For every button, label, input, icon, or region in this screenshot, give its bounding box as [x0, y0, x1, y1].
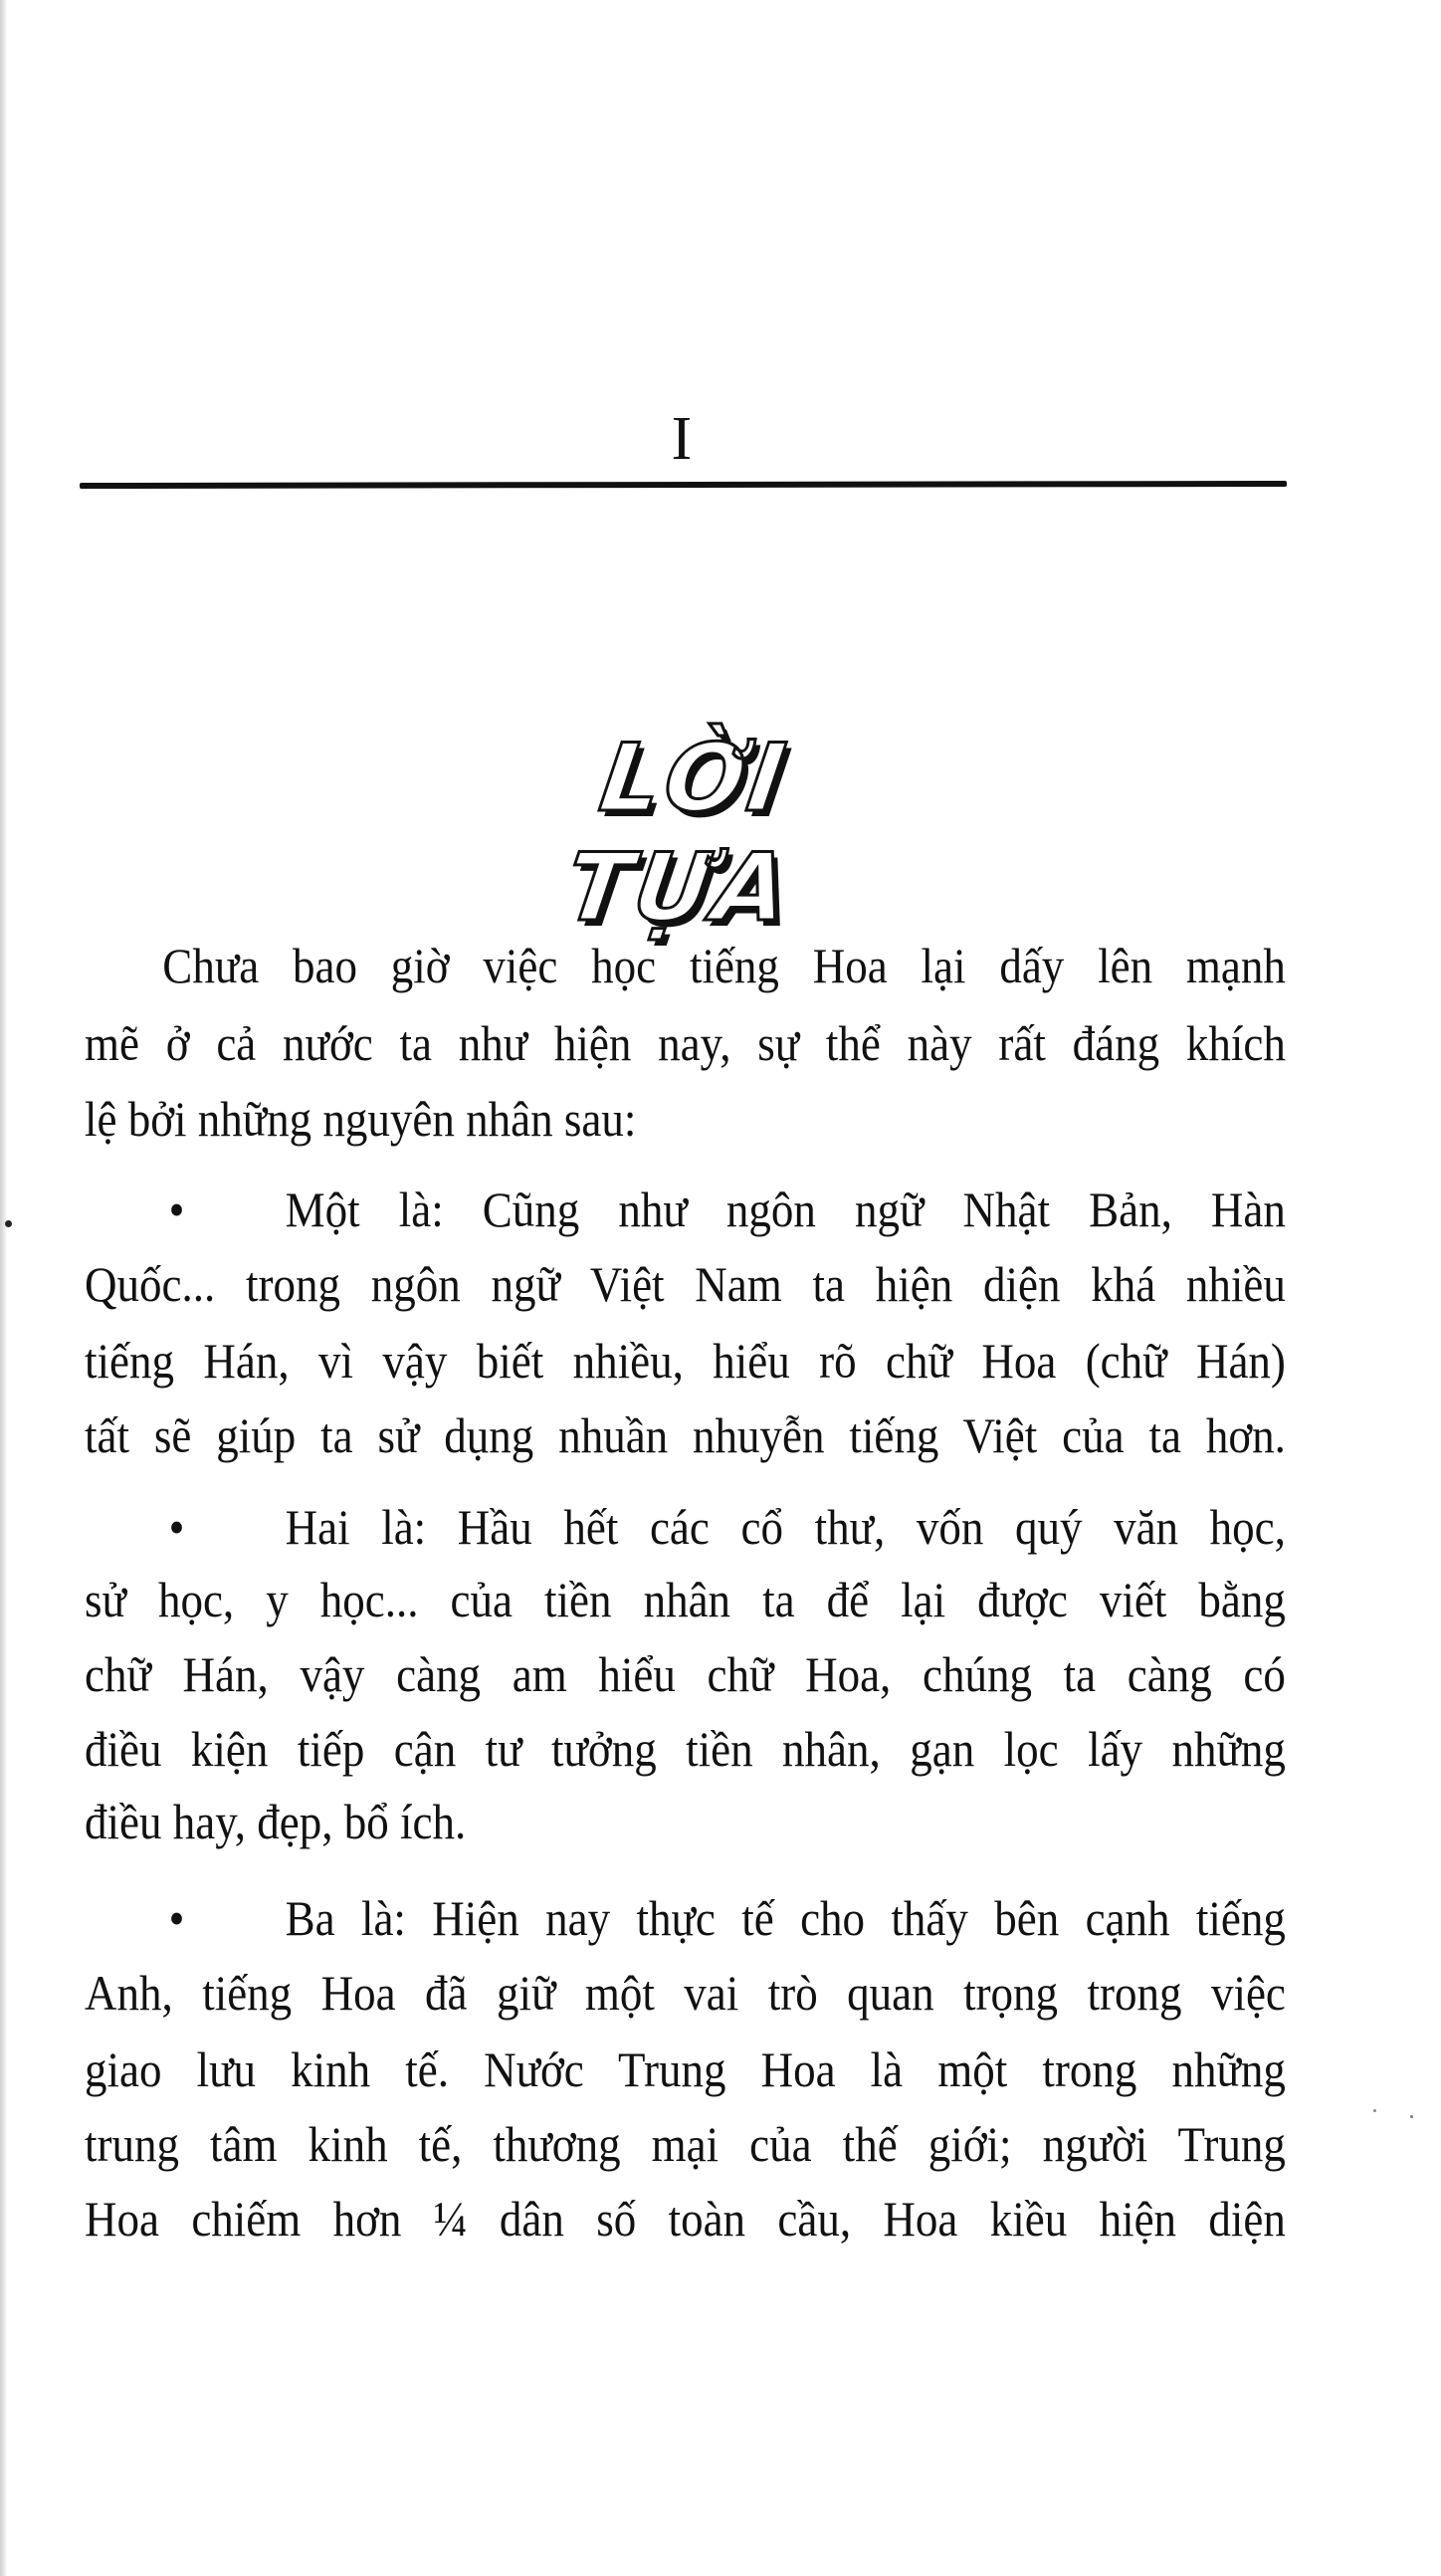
text-line: giao lưu kinh tế. Nước Trung Hoa là một trong những	[85, 2041, 1286, 2097]
text-line: mẽ ở cả nước ta như hiện nay, sự thể này rất đáng khích	[85, 1015, 1286, 1071]
text-line: Chưa bao giờ việc học tiếng Hoa lại dấy lên mạnh	[162, 938, 1286, 993]
bullet-icon: •	[168, 1890, 185, 1946]
text-line: Hai là: Hầu hết các cổ thư, vốn quý văn học,	[285, 1499, 1286, 1555]
page-title: LỜI TỰA	[559, 725, 799, 943]
text-line: Ba là: Hiện nay thực tế cho thấy bên cạnh tiếng	[285, 1890, 1286, 1946]
text-line: trung tâm kinh tế, thương mại của thế giới; người Trung	[85, 2116, 1286, 2172]
text-line: chữ Hán, vậy càng am hiểu chữ Hoa, chúng ta càng có	[85, 1646, 1286, 1702]
text-line: tiếng Hán, vì vậy biết nhiều, hiểu rõ chữ Hoa (chữ Hán)	[85, 1333, 1286, 1389]
chapter-number: I	[671, 405, 693, 473]
page-edge-shadow	[0, 0, 7, 2576]
scan-speck	[1373, 2109, 1376, 2112]
scan-speck	[5, 1220, 12, 1227]
scan-speck	[1410, 2115, 1413, 2118]
header-rule	[80, 481, 1287, 489]
text-line: điều hay, đẹp, bổ ích.	[85, 1794, 467, 1849]
text-line: Hoa chiếm hơn ¼ dân số toàn cầu, Hoa kiều hiện diện	[85, 2191, 1286, 2247]
text-line: tất sẽ giúp ta sử dụng nhuần nhuyễn tiếng Việt của ta hơn.	[85, 1407, 1286, 1463]
text-line: Một là: Cũng như ngôn ngữ Nhật Bản, Hàn	[285, 1181, 1286, 1237]
text-line: sử học, y học... của tiền nhân ta để lại được viết bằng	[85, 1572, 1286, 1627]
text-line: lệ bởi những nguyên nhân sau:	[85, 1091, 637, 1147]
text-line: Anh, tiếng Hoa đã giữ một vai trò quan trọng trong việc	[85, 1965, 1286, 2021]
text-line: điều kiện tiếp cận tư tưởng tiền nhân, gạn lọc lấy những	[85, 1721, 1286, 1777]
bullet-icon: •	[168, 1499, 185, 1555]
bullet-icon: •	[168, 1181, 185, 1237]
text-line: Quốc... trong ngôn ngữ Việt Nam ta hiện diện khá nhiều	[85, 1256, 1286, 1312]
